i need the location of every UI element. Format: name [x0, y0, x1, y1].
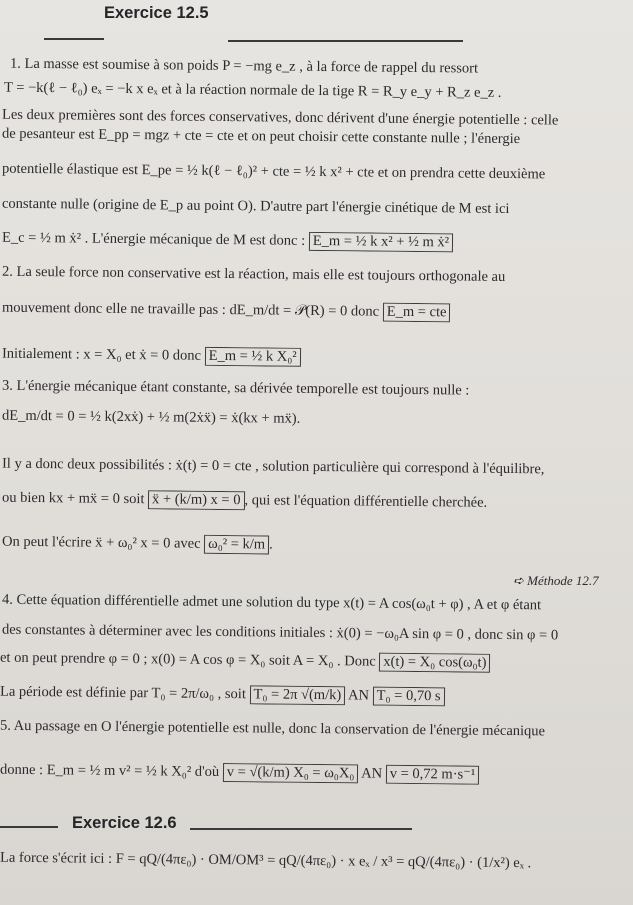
text-line: Les deux premières sont des forces conservatives, donc dérivent d'une énergie potentielle : celle	[1, 106, 559, 129]
text-line: 3. L'énergie mécanique étant constante, sa dérivée temporelle est toujours nulle :	[1, 377, 470, 399]
text-line: dE_m/dt = 0 = ½ k(2xẋ) + ½ m(2ẋẍ) = ẋ(kx + mẍ).	[1, 407, 301, 427]
text-line-with-box	[2, 345, 633, 371]
text-line-with-box	[2, 533, 633, 559]
boxed-period-numeric: T₀ = 0,70 s	[373, 687, 445, 707]
text-line: T = −k(ℓ − ℓ₀) eₓ = −k x eₓ et à la réaction normale de la tige R = R_y e_y + R_z e_z .	[3, 79, 502, 101]
boxed-omega: ω₀² = k/m	[204, 535, 269, 555]
text-segment: .	[269, 536, 273, 553]
text-segment: et on peut prendre φ = 0 ; x(0) = A cos φ = X₀ soit A = X₀ . Donc	[0, 649, 376, 670]
text-line-with-box	[0, 649, 633, 675]
boxed-period: T₀ = 2π √(m/k)	[249, 685, 345, 705]
boxed-result-em-init: E_m = ½ k X₀²	[205, 347, 301, 367]
title-rule-left	[44, 38, 104, 40]
text-segment: E_c = ½ m ẋ² . L'énergie mécanique de M est donc :	[1, 229, 306, 249]
text-line-with-box	[2, 229, 633, 255]
text-line: 1. La masse est soumise à son poids P = −mg e_z , à la force de rappel du ressort	[9, 55, 479, 77]
text-line: constante nulle (origine de E_p au point O). D'autre part l'énergie cinétique de M est ici	[1, 195, 510, 217]
text-line: 2. La seule force non conservative est la réaction, mais elle est toujours orthogonale au	[1, 263, 506, 285]
text-segment: Initialement : x = X₀ et ẋ = 0 donc	[1, 345, 202, 364]
text-line: potentielle élastique est E_pe = ½ k(ℓ − ℓ₀)² + cte = ½ k x² + cte et on prendra cette deuxième	[1, 160, 546, 183]
text-line: 5. Au passage en O l'énergie potentielle est nulle, donc la conservation de l'énergie mécanique	[0, 717, 546, 740]
boxed-velocity-numeric: v = 0,72 m·s⁻¹	[386, 765, 480, 785]
text-segment: On peut l'écrire ẍ + ω₀² x = 0 avec	[1, 533, 201, 552]
text-segment: mouvement donc elle ne travaille pas : dE_m/dt = 𝒫(R) = 0 donc	[1, 299, 380, 320]
title-rule-right	[190, 828, 412, 830]
text-line-with-box	[2, 299, 633, 325]
boxed-result-em-cte: E_m = cte	[383, 303, 451, 323]
exercise-title: Exercice 12.5	[104, 4, 209, 22]
boxed-equation-differential: ẍ + (k/m) x = 0	[148, 490, 245, 510]
text-line: Il y a donc deux possibilités : ẋ(t) = 0 = cte , solution particulière qui correspond à l'équilibre,	[1, 455, 545, 478]
text-line-with-box	[2, 489, 633, 515]
boxed-result-em: E_m = ½ k x² + ½ m ẋ²	[309, 232, 453, 253]
text-line: de pesanteur est E_pp = mgz + cte = cte et on peut choisir cette constante nulle ; l'énergie	[1, 125, 521, 148]
title-rule-left	[0, 826, 58, 828]
text-line-with-box	[0, 761, 633, 787]
title-rule-right	[228, 40, 463, 42]
text-segment: La période est définie par T₀ = 2π/ω₀ , soit	[0, 683, 246, 703]
text-line-with-box	[0, 683, 633, 709]
exercise-title: Exercice 12.6	[72, 814, 177, 832]
text-line: des constantes à déterminer avec les conditions initiales : ẋ(0) = −ω₀A sin φ = 0 , donc sin φ = 0	[1, 621, 559, 644]
methode-reference: ➪ Méthode 12.7	[513, 573, 599, 588]
text-line: La force s'écrit ici : F = qQ/(4πε₀) · OM/OM³ = qQ/(4πε₀) · x eₓ / x³ = qQ/(4πε₀) · (1/x²) eₓ .	[0, 849, 532, 872]
text-line: 4. Cette équation différentielle admet une solution du type x(t) = A cos(ω₀t + φ) , A et φ étant	[1, 591, 542, 614]
boxed-solution-xt: x(t) = X₀ cos(ω₀t)	[379, 653, 490, 673]
text-segment: donne : E_m = ½ m v² = ½ k X₀² d'où	[0, 761, 220, 780]
an-label: AN	[361, 765, 383, 782]
an-label: AN	[347, 687, 370, 704]
text-segment: ou bien kx + mẍ = 0 soit	[1, 489, 145, 508]
text-segment: , qui est l'équation différentielle cherchée.	[244, 492, 488, 511]
boxed-velocity: v = √(k/m) X₀ = ω₀X₀	[223, 763, 359, 783]
